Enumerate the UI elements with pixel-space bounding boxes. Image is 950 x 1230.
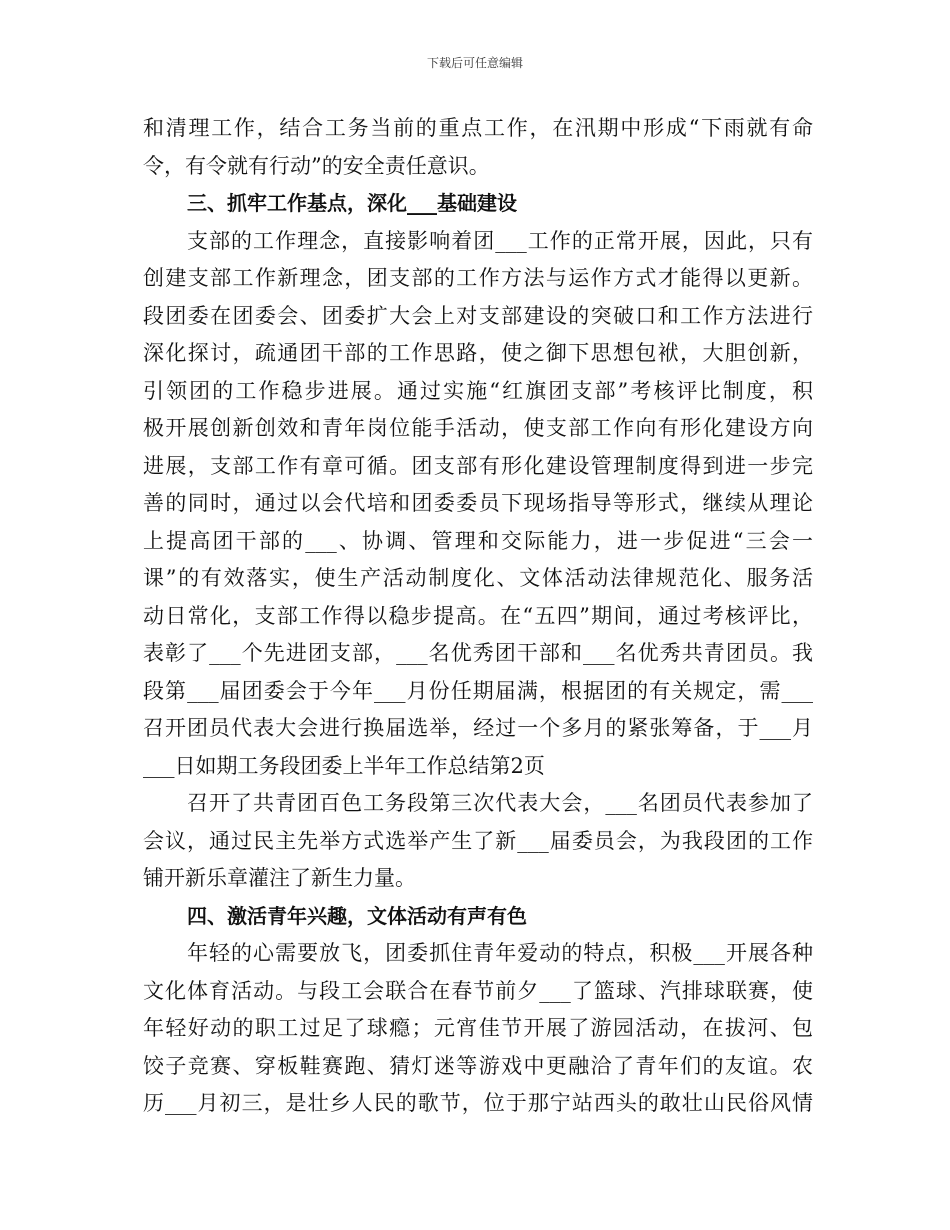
text-line: 召开了共青团百色工务段第三次代表大会，___名团员代表参加了 — [187, 791, 813, 815]
text-line: 段团委在团委会、团委扩大会上对支部建设的突破口和工作方法进行 — [143, 303, 813, 328]
section-heading: 四、激活青年兴趣，文体活动有声有色 — [187, 903, 527, 928]
text-line: 极开展创新创效和青年岗位能手活动，使支部工作向有形化建设方向 — [143, 416, 813, 440]
text-line: 令，有令就有行动”的安全责任意识。 — [143, 153, 490, 178]
text-line: 支部的工作理念，直接影响着团___工作的正常开展，因此，只有 — [187, 228, 813, 253]
text-line: 进展，支部工作有章可循。团支部有形化建设管理制度得到进一步完 — [143, 453, 813, 478]
text-line: 善的同时，通过以会代培和团委委员下现场指导等形式，继续从理论 — [143, 491, 813, 515]
text-line: 会议，通过民主先举方式选举产生了新___届委员会，为我段团的工作 — [143, 828, 813, 853]
text-line: 文化体育活动。与段工会联合在春节前夕___了篮球、汽排球联赛，使 — [143, 978, 813, 1003]
text-line: 年轻好动的职工过足了球瘾；元宵佳节开展了游园活动，在拔河、包 — [143, 1016, 813, 1040]
document-body — [143, 110, 813, 1123]
text-line: 召开团员代表大会进行换届选举，经过一个多月的紧张筹备，于___月 — [143, 716, 813, 740]
text-line: ___日如期工务段团委上半年工作总结第2页 — [143, 753, 545, 778]
text-line: 课”的有效落实，使生产活动制度化、文体活动法律规范化、服务活 — [143, 566, 813, 590]
text-line: 深化探讨，疏通团干部的工作思路，使之御下思想包袱，大胆创新， — [143, 341, 813, 365]
text-line: 饺子竞赛、穿板鞋赛跑、猜灯迷等游戏中更融洽了青年们的友谊。农 — [143, 1053, 813, 1078]
section-heading: 三、抓牢工作基点，深化___基础建设 — [187, 191, 517, 215]
text-line: 和清理工作，结合工务当前的重点工作，在汛期中形成“下雨就有命 — [143, 116, 813, 140]
text-line: 年轻的心需要放飞，团委抓住青年爱动的特点，积极___开展各种 — [187, 941, 813, 965]
text-line: 创建支部工作新理念，团支部的工作方法与运作方式才能得以更新。 — [143, 266, 813, 290]
text-line: 段第___届团委会于今年___月份任期届满，根据团的有关规定，需___ — [143, 678, 813, 703]
text-line: 上提高团干部的___、协调、管理和交际能力，进一步促进“三会一 — [143, 528, 813, 553]
text-line: 表彰了___个先进团支部，___名优秀团干部和___名优秀共青团员。我 — [143, 641, 813, 665]
text-line: 引领团的工作稳步进展。通过实施“红旗团支部”考核评比制度，积 — [143, 378, 813, 403]
page-header: 下载后可任意编辑 — [426, 56, 523, 70]
text-line: 铺开新乐章灌注了新生力量。 — [143, 866, 416, 890]
text-line: 动日常化，支部工作得以稳步提高。在“五四”期间，通过考核评比， — [143, 603, 813, 628]
text-line: 历___月初三，是壮乡人民的歌节，位于那宁站西头的敢壮山民俗风情 — [143, 1091, 813, 1115]
